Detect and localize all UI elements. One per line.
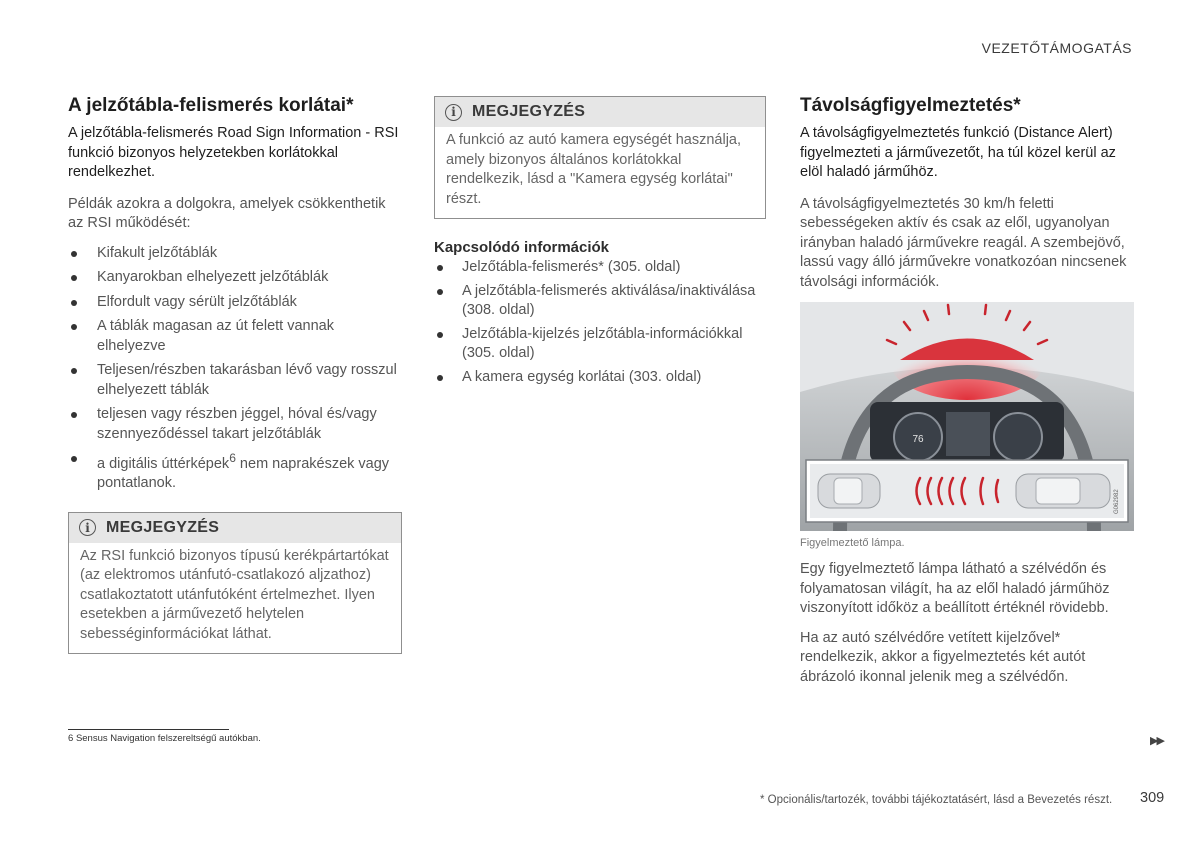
note-title: MEGJEGYZÉS: [106, 518, 220, 536]
note-box: [434, 96, 766, 219]
speed-readout: 76: [912, 434, 924, 445]
note-header: [435, 97, 765, 127]
footnote-number: 6: [68, 733, 74, 744]
note-title: MEGJEGYZÉS: [472, 103, 586, 120]
own-car-icon: [818, 474, 880, 508]
list-item-text: nem naprakészek vagy pontatlanok.: [97, 455, 390, 492]
distance-alert-para: Egy figyelmeztető lámpa látható a szélvédőn és folyamatosan világít, ha az elől haladó járműhöz viszonyított időköz a beállított értéknél rövidebb.: [800, 561, 1110, 616]
distance-alert-para: Ha az autó szélvédőre vetített kijelzővel* rendelkezik, akkor a figyelmeztetés két autót ábrázoló ikonnal jelenik meg a szélvédőn.: [800, 629, 1086, 685]
related-link[interactable]: A kamera egység korlátai (303. oldal): [434, 368, 766, 388]
page-number: 309: [1140, 790, 1165, 806]
list-item: Kifakult jelzőtáblák: [68, 244, 402, 264]
footnote-ref: 6: [229, 451, 236, 465]
note-text: A funkció az autó kamera egységét használja, amely bizonyos általános korlátokkal rendelkezik, lásd a "Kamera egység korlátai" részt.: [446, 132, 742, 207]
section-header: VEZETŐTÁMOGATÁS: [981, 40, 1132, 56]
tachometer-gauge: [994, 413, 1042, 461]
optional-equipment-note: * Opcionális/tartozék, további tájékoztatásért, lásd a Bevezetés részt.: [760, 794, 1113, 806]
note-header: [69, 513, 401, 543]
front-car-icon: [1016, 474, 1110, 508]
note-box: [68, 512, 402, 655]
footnote-divider: [68, 729, 229, 730]
rsi-examples-intro: Példák azokra a dolgokra, amelyek csökkenthetik az RSI működését:: [68, 195, 386, 231]
camera-note-column: [434, 96, 766, 391]
related-info-title: Kapcsolódó információk: [434, 239, 610, 256]
distance-alert-column: [800, 94, 1134, 697]
warning-lamp-figure: [800, 302, 1134, 531]
rsi-limitations-title: A jelzőtábla-felismerés korlátai*: [68, 95, 354, 116]
list-item: [68, 449, 402, 494]
figure-code: G062982: [1114, 489, 1120, 514]
distance-alert-intro: A távolságfigyelmeztetés funkció (Distance Alert) figyelmezteti a járművezetőt, ha túl közel kerül az elöl haladó járműhöz.: [800, 125, 1116, 180]
next-page-arrows-icon[interactable]: ▶▶: [1150, 735, 1163, 747]
info-icon: i: [79, 519, 96, 536]
rsi-intro: A jelzőtábla-felismerés Road Sign Information - RSI funkció bizonyos helyzetekben korlátokkal rendelkezhet.: [68, 125, 399, 180]
info-icon: i: [445, 104, 462, 121]
distance-alert-para: A távolságfigyelmeztetés 30 km/h feletti sebességeken aktív és csak az elől, ugyanolyan irányban haladó járművekre reagál. A szembejövő, lassú vagy álló járművekre vonatkozóan nincsenek távolsági információk.: [800, 195, 1127, 290]
related-link[interactable]: Jelzőtábla-felismerés* (305. oldal): [434, 258, 766, 278]
center-display: [946, 412, 990, 456]
list-item: teljesen vagy részben jéggel, hóval és/vagy szennyeződéssel takart jelzőtáblák: [68, 405, 402, 444]
note-text: Az RSI funkció bizonyos típusú kerékpártartókat (az elektromos utánfutó-csatlakozó aljzathoz) csatlakoztatott utánfutóként értelmezhet. Ilyen esetekben a járművezető helytelen sebességinformációkat láthat.: [80, 547, 389, 642]
distance-alert-title: Távolságfigyelmeztetés*: [800, 95, 1021, 116]
figure-caption: Figyelmeztető lámpa.: [800, 537, 905, 549]
rsi-limitations-list: [68, 244, 402, 494]
list-item-text: a digitális úttérképek: [97, 455, 230, 472]
list-item: A táblák magasan az út felett vannak elhelyezve: [68, 317, 402, 356]
list-item: Kanyarokban elhelyezett jelzőtáblák: [68, 268, 402, 288]
related-link[interactable]: Jelzőtábla-kijelzés jelzőtábla-információkkal (305. oldal): [434, 325, 766, 364]
list-item: Teljesen/részben takarásban lévő vagy rosszul elhelyezett táblák: [68, 361, 402, 400]
list-item: Elfordult vagy sérült jelzőtáblák: [68, 293, 402, 313]
related-info-list: [434, 258, 766, 387]
dashboard-illustration: [800, 302, 1134, 531]
related-link[interactable]: A jelzőtábla-felismerés aktiválása/inaktiválása (308. oldal): [434, 282, 766, 321]
footnote: [68, 733, 261, 744]
footnote-text: Sensus Navigation felszereltségű autókban.: [75, 733, 261, 744]
rsi-limitations-column: [68, 94, 402, 654]
